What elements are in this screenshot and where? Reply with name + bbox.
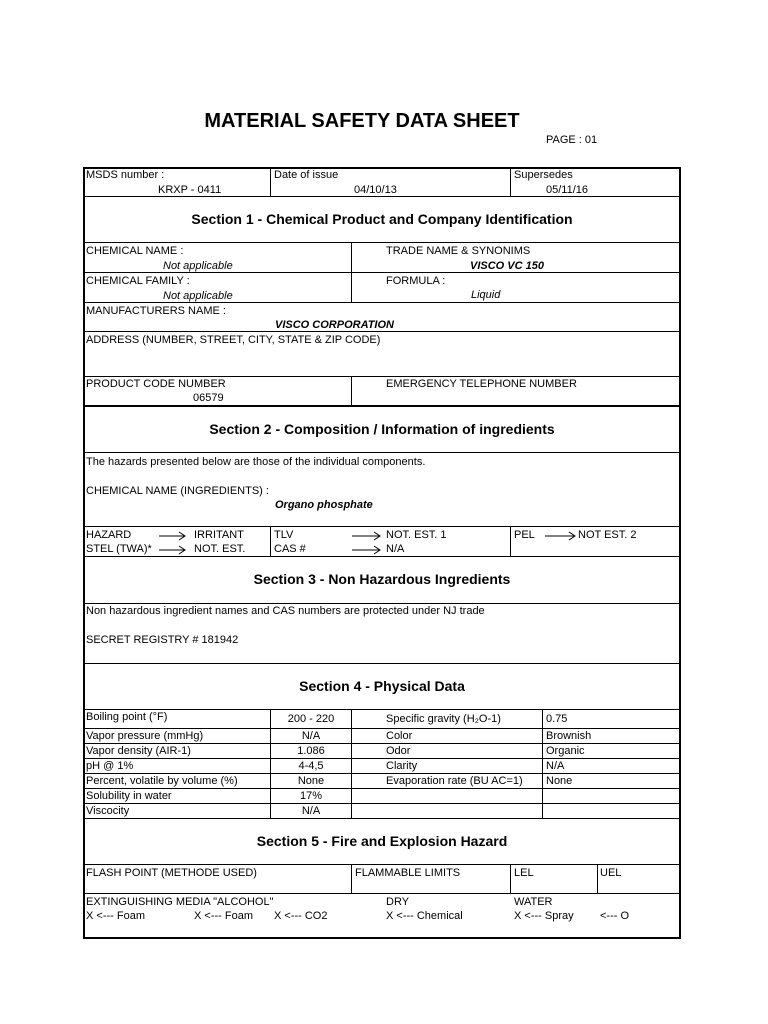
rule: [83, 405, 681, 407]
trade-name-value: VISCO VC 150: [470, 260, 544, 272]
rule: [83, 773, 681, 774]
trade-name-label: TRADE NAME & SYNONIMS: [386, 245, 531, 257]
rule: [510, 864, 511, 893]
physical-value-2: None: [546, 775, 573, 787]
supersedes-value: 05/11/16: [546, 184, 589, 196]
ingredients-value: Organo phosphate: [275, 499, 373, 511]
secret-registry-text: SECRET REGISTRY # 181942: [86, 634, 239, 646]
arrow-right-icon: [159, 531, 187, 541]
uel-label: UEL: [600, 867, 622, 879]
rule: [510, 526, 511, 556]
physical-value: N/A: [301, 730, 321, 742]
arrow-right-icon: [545, 531, 577, 541]
date-of-issue-value: 04/10/13: [354, 184, 397, 196]
spray-option: X <--- Spray: [514, 910, 574, 922]
rule: [83, 728, 681, 729]
physical-label: Solubility in water: [86, 790, 172, 802]
hazard-value: IRRITANT: [194, 529, 244, 541]
address-label: ADDRESS (NUMBER, STREET, CITY, STATE & ZIP CODE): [86, 334, 381, 346]
physical-value-2: 0.75: [546, 713, 568, 725]
rule: [83, 788, 681, 789]
arrow-right-icon: [352, 545, 382, 555]
rule: [83, 331, 681, 332]
section-1-heading: Section 1 - Chemical Product and Company Identification: [191, 211, 573, 227]
chemical-option: X <--- Chemical: [386, 910, 463, 922]
rule: [351, 242, 352, 302]
physical-label: Boiling point (°F): [86, 711, 168, 723]
pel-value: NOT EST. 2: [578, 529, 637, 541]
physical-label-2: Clarity: [386, 760, 418, 772]
product-code-value: 06579: [193, 392, 224, 404]
formula-label: FORMULA :: [386, 275, 446, 287]
stel-label: STEL (TWA)*: [86, 543, 152, 555]
rule: [510, 167, 511, 196]
cas-label: CAS #: [274, 543, 306, 555]
section-2-heading: Section 2 - Composition / Information of ingredients: [209, 421, 555, 437]
flash-point-label: FLASH POINT (METHODE USED): [86, 867, 257, 879]
date-of-issue-label: Date of issue: [274, 169, 339, 181]
rule: [83, 758, 681, 759]
manufacturer-value: VISCO CORPORATION: [275, 319, 394, 331]
physical-value: 200 - 220: [287, 713, 335, 725]
rule: [83, 556, 681, 557]
tlv-value: NOT. EST. 1: [386, 529, 447, 541]
rule: [270, 167, 271, 196]
foam-option: X <--- Foam: [194, 910, 253, 922]
chemical-name-value: Not applicable: [163, 260, 233, 272]
physical-label: Percent, volatile by volume (%): [86, 775, 238, 787]
physical-value: N/A: [301, 805, 321, 817]
manufacturer-label: MANUFACTURERS NAME :: [86, 305, 226, 317]
chemical-name-label: CHEMICAL NAME :: [86, 245, 184, 257]
physical-label-2: Specific gravity (H₂O-1): [386, 713, 501, 725]
msds-number-label: MSDS number :: [86, 169, 165, 181]
water-label: WATER: [514, 896, 553, 908]
rule: [83, 603, 681, 604]
cas-value: N/A: [386, 543, 405, 555]
physical-value-2: Organic: [546, 745, 585, 757]
emergency-phone-label: EMERGENCY TELEPHONE NUMBER: [386, 378, 577, 390]
physical-label: Vapor pressure (mmHg): [86, 730, 204, 742]
dry-label: DRY: [386, 896, 410, 908]
o-option: <--- O: [600, 910, 630, 922]
rule: [270, 526, 271, 556]
lel-label: LEL: [514, 867, 534, 879]
flammable-limits-label: FLAMMABLE LIMITS: [355, 867, 461, 879]
physical-label-2: Evaporation rate (BU AC=1): [386, 775, 523, 787]
physical-value: 4-4,5: [298, 760, 324, 772]
rule: [83, 452, 681, 453]
rule: [83, 864, 681, 865]
rule: [83, 818, 681, 819]
rule: [83, 196, 681, 197]
rule: [83, 526, 681, 527]
extinguishing-media-label: EXTINGUISHING MEDIA "ALCOHOL": [86, 896, 274, 908]
chemical-family-value: Not applicable: [163, 290, 233, 302]
physical-label-2: Color: [386, 730, 413, 742]
rule: [83, 272, 681, 273]
msds-number-value: KRXP - 0411: [158, 184, 222, 196]
hazard-label: HAZARD: [86, 529, 132, 541]
physical-value-2: N/A: [546, 760, 565, 772]
section-4-heading: Section 4 - Physical Data: [299, 678, 465, 694]
stel-value: NOT. EST.: [194, 543, 246, 555]
physical-value: 17%: [299, 790, 323, 802]
rule: [542, 709, 543, 818]
arrow-right-icon: [159, 545, 187, 555]
foam-option: X <--- Foam: [86, 910, 145, 922]
rule: [83, 709, 681, 710]
arrow-right-icon: [352, 531, 382, 541]
page-number: PAGE : 01: [546, 134, 598, 146]
physical-label-2: Odor: [386, 745, 411, 757]
product-code-label: PRODUCT CODE NUMBER: [86, 378, 226, 390]
physical-label: pH @ 1%: [86, 760, 134, 772]
section-3-heading: Section 3 - Non Hazardous Ingredients: [253, 571, 511, 587]
rule: [83, 376, 681, 377]
rule: [83, 893, 681, 894]
rule: [83, 803, 681, 804]
physical-value: 1.086: [297, 745, 325, 757]
document-title: MATERIAL SAFETY DATA SHEET: [204, 110, 520, 132]
chemical-family-label: CHEMICAL FAMILY :: [86, 275, 190, 287]
rule: [83, 302, 681, 303]
physical-value-2: Brownish: [546, 730, 592, 742]
rule: [83, 743, 681, 744]
rule: [83, 663, 681, 664]
rule: [351, 709, 352, 818]
section-5-heading: Section 5 - Fire and Explosion Hazard: [256, 833, 508, 849]
supersedes-label: Supersedes: [514, 169, 573, 181]
rule: [83, 242, 681, 243]
formula-value: Liquid: [471, 289, 501, 301]
physical-label: Viscocity: [86, 805, 130, 817]
physical-label: Vapor density (AIR-1): [86, 745, 191, 757]
pel-label: PEL: [514, 529, 535, 541]
rule: [351, 864, 352, 893]
trade-secret-text: Non hazardous ingredient names and CAS numbers are protected under NJ trade: [86, 605, 485, 617]
rule: [597, 864, 598, 893]
physical-value: None: [297, 775, 325, 787]
co2-option: X <--- CO2: [274, 910, 328, 922]
hazards-note: The hazards presented below are those of the individual components.: [86, 456, 426, 468]
ingredients-label: CHEMICAL NAME (INGREDIENTS) :: [86, 485, 269, 497]
tlv-label: TLV: [274, 529, 294, 541]
rule: [351, 376, 352, 405]
